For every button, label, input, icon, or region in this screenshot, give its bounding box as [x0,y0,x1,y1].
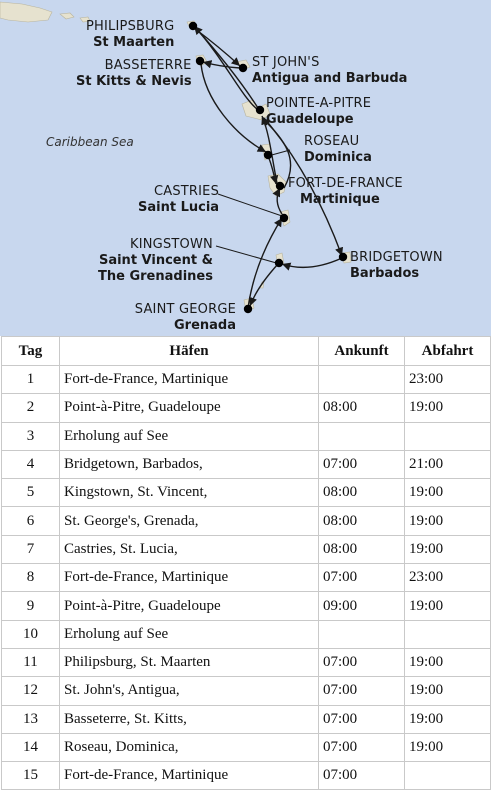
cell-port: Fort-de-France, Martinique [60,366,319,394]
table-row [2,450,491,478]
cell-day: 15 [2,762,60,790]
cell-departure: 19:00 [405,733,491,761]
cell-departure: 19:00 [405,479,491,507]
cell-day: 3 [2,422,60,450]
table-row [2,592,491,620]
cell-arrival: 07:00 [319,564,405,592]
table-header-row [2,337,491,366]
cell-arrival: 07:00 [319,733,405,761]
port-label-basseterre: BASSETERRE St Kitts & Nevis [76,58,192,89]
cell-port: Fort-de-France, Martinique [60,564,319,592]
cell-day: 5 [2,479,60,507]
cell-departure: 23:00 [405,366,491,394]
cell-day: 10 [2,620,60,648]
cell-day: 6 [2,507,60,535]
cell-day: 12 [2,677,60,705]
cell-day: 14 [2,733,60,761]
cell-arrival: 07:00 [319,705,405,733]
port-label-kingstown: KINGSTOWN Saint Vincent & The Grenadines [98,237,213,284]
cell-day: 9 [2,592,60,620]
cell-arrival: 08:00 [319,535,405,563]
map-graphic [0,0,491,336]
cell-port: Castries, St. Lucia, [60,535,319,563]
sea-label: Caribbean Sea [46,135,134,149]
cell-departure: 19:00 [405,677,491,705]
table-row [2,564,491,592]
cruise-route-map [0,0,491,336]
cell-arrival [319,422,405,450]
cell-port: St. John's, Antigua, [60,677,319,705]
cell-departure: 19:00 [405,394,491,422]
cell-day: 13 [2,705,60,733]
header-port: Häfen [60,337,319,366]
cell-departure [405,422,491,450]
cell-departure: 19:00 [405,535,491,563]
cell-departure: 19:00 [405,592,491,620]
cell-day: 4 [2,450,60,478]
cell-departure: 19:00 [405,507,491,535]
cell-port: Kingstown, St. Vincent, [60,479,319,507]
table-row [2,479,491,507]
port-label-roseau: ROSEAU Dominica [304,134,372,165]
cell-departure: 21:00 [405,450,491,478]
cell-arrival: 07:00 [319,450,405,478]
port-label-saint-george: SAINT GEORGE Grenada [134,302,237,333]
itinerary-table [1,336,491,790]
itinerary-rows [2,366,491,790]
table-row [2,535,491,563]
table-row [2,422,491,450]
cell-departure [405,620,491,648]
cell-arrival: 07:00 [319,762,405,790]
table-row [2,648,491,676]
table-row [2,507,491,535]
cell-day: 7 [2,535,60,563]
cell-departure [405,762,491,790]
cell-arrival: 07:00 [319,677,405,705]
table-row [2,762,491,790]
cell-port: Basseterre, St. Kitts, [60,705,319,733]
cell-arrival [319,620,405,648]
cell-day: 8 [2,564,60,592]
port-label-philipsburg: PHILIPSBURG St Maarten [86,19,175,50]
island-puerto-rico [0,2,52,22]
cell-day: 11 [2,648,60,676]
cell-arrival: 07:00 [319,648,405,676]
port-label-fort-de-france: FORT-DE-FRANCE Martinique [288,176,403,207]
cell-arrival: 09:00 [319,592,405,620]
table-row [2,620,491,648]
cell-arrival: 08:00 [319,479,405,507]
cell-port: St. George's, Grenada, [60,507,319,535]
port-label-castries: CASTRIES Saint Lucia [138,184,220,215]
cell-day: 2 [2,394,60,422]
cell-day: 1 [2,366,60,394]
cell-port: Philipsburg, St. Maarten [60,648,319,676]
cell-departure: 19:00 [405,648,491,676]
cell-port: Point-à-Pitre, Guadeloupe [60,592,319,620]
cell-port: Bridgetown, Barbados, [60,450,319,478]
header-day: Tag [2,337,60,366]
table-row [2,705,491,733]
cell-port: Erholung auf See [60,422,319,450]
table-row [2,394,491,422]
cell-port: Erholung auf See [60,620,319,648]
header-departure: Abfahrt [405,337,491,366]
port-label-pointe-a-pitre: POINTE-A-PITRE Guadeloupe [266,96,372,127]
port-label-bridgetown: BRIDGETOWN Barbados [350,250,443,281]
table-row [2,733,491,761]
cell-departure: 23:00 [405,564,491,592]
cell-arrival: 08:00 [319,394,405,422]
table-row [2,366,491,394]
cell-departure: 19:00 [405,705,491,733]
cell-port: Roseau, Dominica, [60,733,319,761]
table-row [2,677,491,705]
cell-arrival: 08:00 [319,507,405,535]
cell-port: Point-à-Pitre, Guadeloupe [60,394,319,422]
header-arrival: Ankunft [319,337,405,366]
port-label-st-johns: ST JOHN'S Antigua and Barbuda [252,55,408,86]
cell-port: Fort-de-France, Martinique [60,762,319,790]
island-virgin [60,13,74,19]
cell-arrival [319,366,405,394]
